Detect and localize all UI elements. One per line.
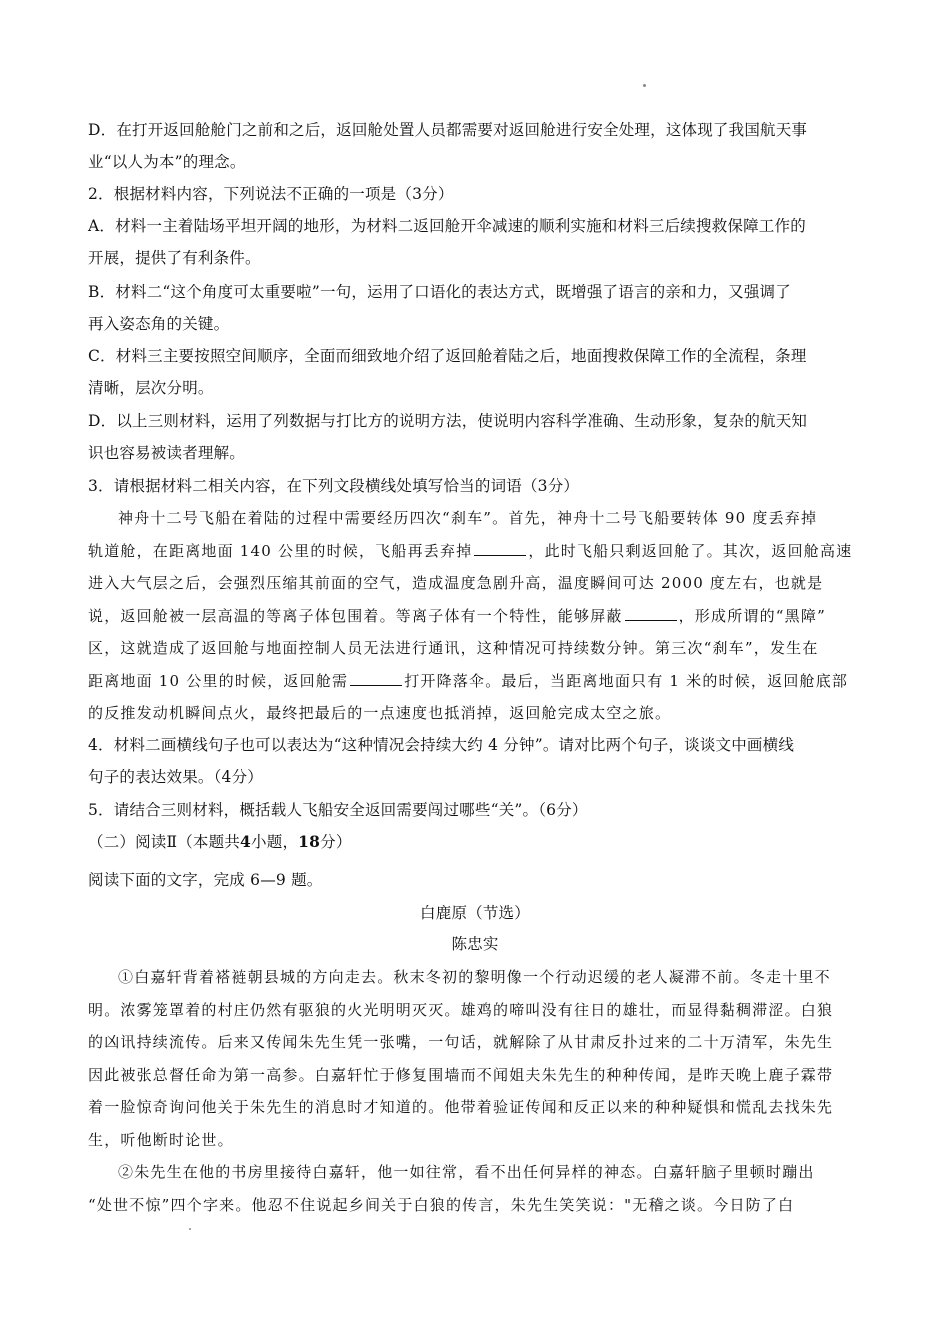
fill-blank-3[interactable] [350, 671, 402, 686]
story-p1-line4: 因此被张总督任命为第一高参。白嘉轩忙于修复围墙而不闻姐夫朱先生的种种传闻，是昨天晚上鹿子霖带 [88, 1066, 834, 1084]
story-p1-line6: 生，听他断时论世。 [88, 1131, 234, 1149]
q1-option-d-line2: 业“以人为本”的理念。 [88, 153, 246, 171]
q4-line2: 句子的表达效果。（4分） [88, 768, 264, 786]
q2-option-a-line2: 开展，提供了有利条件。 [88, 249, 261, 267]
story-p1-line1: ①白嘉轩背着褡裢朝县城的方向走去。秋末冬初的黎明像一个行动迟缓的老人凝滞不前。冬走十里不 [118, 968, 831, 986]
q1-option-d-line1: D．在打开返回舱舱门之前和之后，返回舱处置人员都需要对返回舱进行安全处理，这体现了我国航天事 [88, 121, 808, 139]
section-heading-text: 小题， [251, 833, 299, 851]
story-p2-line1: ②朱先生在他的书房里接待白嘉轩，他一如往常，看不出任何异样的神态。白嘉轩脑子里顿时蹦出 [118, 1163, 815, 1181]
story-p2-line2: “处世不惊”四个字来。他忍不住说起乡间关于白狼的传言，朱先生笑笑说："无稽之谈。今日防了白 [88, 1196, 795, 1214]
page-mark [189, 1228, 191, 1230]
passage-text: 说，返回舱被一层高温的等离子体包围着。等离子体有一个特性，能够屏蔽 [88, 607, 623, 625]
q2-option-a-line1: A．材料一主着陆场平坦开阔的地形，为材料二返回舱开伞减速的顺利实施和材料三后续搜救保障工作的 [88, 217, 806, 235]
passage-text: 距离地面 10 公里的时候，返回舱需 [88, 672, 349, 690]
story-author: 陈忠实 [451, 935, 499, 953]
q2-option-c-line2: 清晰，层次分明。 [88, 379, 214, 397]
q3-passage-line4 [88, 600, 863, 632]
passage-text: ，形成所谓的“黑障” [678, 607, 826, 625]
story-title: 白鹿原（节选） [420, 904, 530, 922]
story-p1-line2: 明。浓雾笼罩着的村庄仍然有驱狼的火光明明灭灭。雄鸡的啼叫没有往日的雄壮，而显得黏稠滞涩。白狼 [88, 1001, 834, 1019]
fill-blank-2[interactable] [625, 606, 677, 621]
passage-text: ，此时飞船只剩返回舱了。其次，返回舱高速 [528, 542, 853, 560]
section-score: 18 [298, 832, 321, 851]
q2-option-b-line1: B．材料二“这个角度可太重要啦”一句，运用了口语化的表达方式，既增强了语言的亲和力，又强调了 [88, 283, 791, 301]
passage-text: 打开降落伞。最后，当距离地面只有 1 米的时候，返回舱底部 [404, 672, 849, 690]
q4-line1: 4．材料二画横线句子也可以表达为“这种情况会持续大约 4 分钟”。请对比两个句子，谈谈文中画横线 [88, 736, 795, 754]
q3-passage-line1: 神舟十二号飞船在着陆的过程中需要经历四次“刹车”。首先，神舟十二号飞船要转体 90 度丢弃掉 [118, 509, 818, 527]
q2-option-d-line2: 识也容易被读者理解。 [88, 444, 246, 462]
q3-stem: 3．请根据材料二相关内容，在下列文段横线处填写恰当的词语（3分） [88, 477, 580, 495]
section-heading-text: （二）阅读Ⅱ（本题共 [88, 833, 241, 851]
q2-stem: 2．根据材料内容，下列说法不正确的一项是（3分） [88, 185, 454, 203]
section-question-count: 4 [240, 832, 252, 851]
q5: 5．请结合三则材料，概括载人飞船安全返回需要闯过哪些“关”。（6分） [88, 801, 588, 819]
section-heading [88, 826, 863, 858]
q2-option-c-line1: C．材料三主要按照空间顺序，全面而细致地介绍了返回舱着陆之后，地面搜救保障工作的全流程，条理 [88, 347, 807, 365]
q2-option-d-line1: D．以上三则材料，运用了列数据与打比方的说明方法，使说明内容科学准确、生动形象，复杂的航天知 [88, 412, 808, 430]
q3-passage-line2 [88, 535, 863, 567]
section-heading-text: 分） [320, 833, 352, 851]
q3-passage-line6 [88, 665, 863, 697]
story-p1-line5: 着一脸惊奇询问他关于朱先生的消息时才知道的。他带着验证传闻和反正以来的种种疑惧和慌乱去找朱先 [88, 1098, 834, 1116]
story-p1-line3: 的凶讯持续流传。后来又传闻朱先生凭一张嘴，一句话，就解除了从甘肃反扑过来的二十万清军，朱先生 [88, 1033, 834, 1051]
q3-passage-line5: 区，这就造成了返回舱与地面控制人员无法进行通讯，这种情况可持续数分钟。第三次“刹车”，发生在 [88, 639, 819, 657]
q3-passage-line7: 的反推发动机瞬间点火，最终把最后的一点速度也抵消掉，返回舱完成太空之旅。 [88, 704, 672, 722]
q3-passage-line3: 进入大气层之后，会强烈压缩其前面的空气，造成温度急剧升高，温度瞬间可达 2000 度左右，也就是 [88, 574, 824, 592]
reading-instruction: 阅读下面的文字，完成 6—9 题。 [88, 871, 323, 889]
page-mark [643, 84, 646, 87]
passage-text: 轨道舱，在距离地面 140 公里的时候，飞船再丢弃掉 [88, 542, 473, 560]
q2-option-b-line2: 再入姿态角的关键。 [88, 315, 230, 333]
fill-blank-1[interactable] [474, 541, 526, 556]
